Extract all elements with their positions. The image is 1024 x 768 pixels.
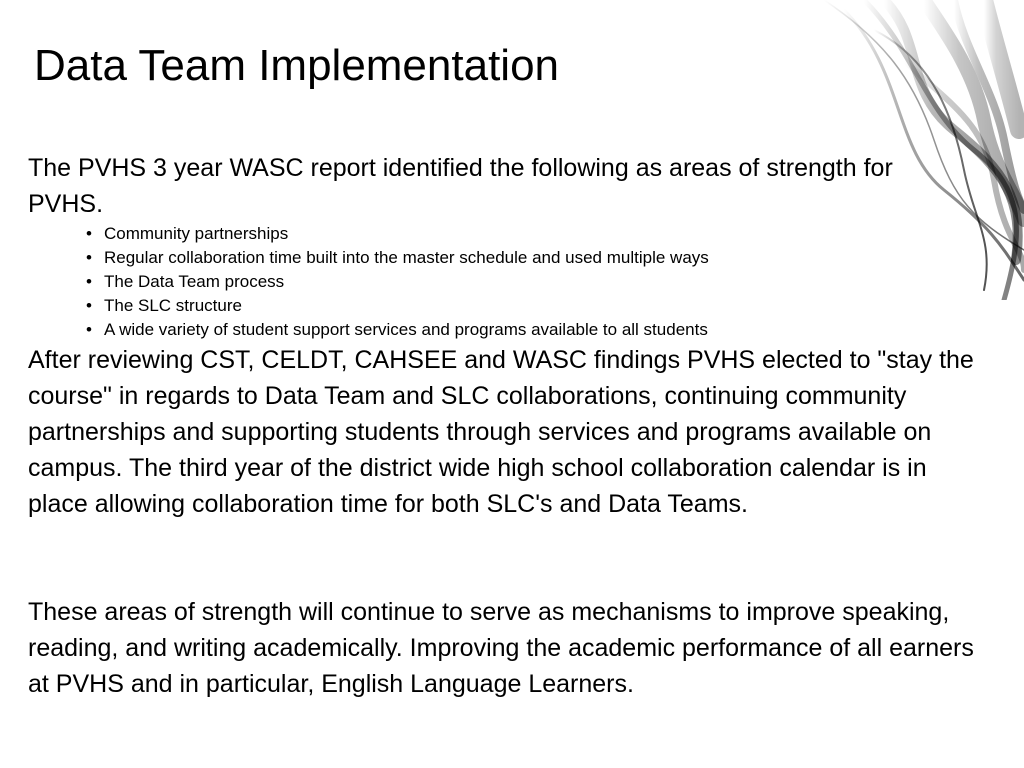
list-item	[86, 246, 709, 270]
list-item	[86, 222, 709, 246]
list-item-text: Community partnerships	[104, 224, 289, 243]
list-item	[86, 294, 709, 318]
list-item	[86, 318, 709, 342]
intro-text: The PVHS 3 year WASC report identified the following as areas of strength for PVHS.	[28, 154, 893, 218]
list-item	[86, 270, 709, 294]
bullet-marker: •	[86, 296, 92, 315]
paragraph-strengths: These areas of strength will continue to serve as mechanisms to improve speaking, reading, and writing academically. Improving the academic performance of all earners at PVHS and in particular, English Language Learners.	[28, 598, 974, 698]
slide-title: Data Team Implementation	[34, 41, 560, 90]
list-item-text: The Data Team process	[104, 272, 285, 291]
list-item-text: A wide variety of student support services and programs available to all students	[104, 320, 708, 339]
paragraph-findings: After reviewing CST, CELDT, CAHSEE and WASC findings PVHS elected to "stay the course" in regards to Data Team and SLC collaborations, continuing community partnerships and supporting students through services and programs available on campus. The third year of the district wide high school collaboration calendar is in place allowing collaboration time for both SLC's and Data Teams.	[28, 346, 974, 518]
list-item-text: Regular collaboration time built into the master schedule and used multiple ways	[104, 248, 709, 267]
list-item-text: The SLC structure	[104, 296, 242, 315]
bullet-marker: •	[86, 248, 92, 267]
bullet-marker: •	[86, 320, 92, 339]
bullet-marker: •	[86, 224, 92, 243]
strengths-list	[86, 222, 709, 342]
bullet-marker: •	[86, 272, 92, 291]
